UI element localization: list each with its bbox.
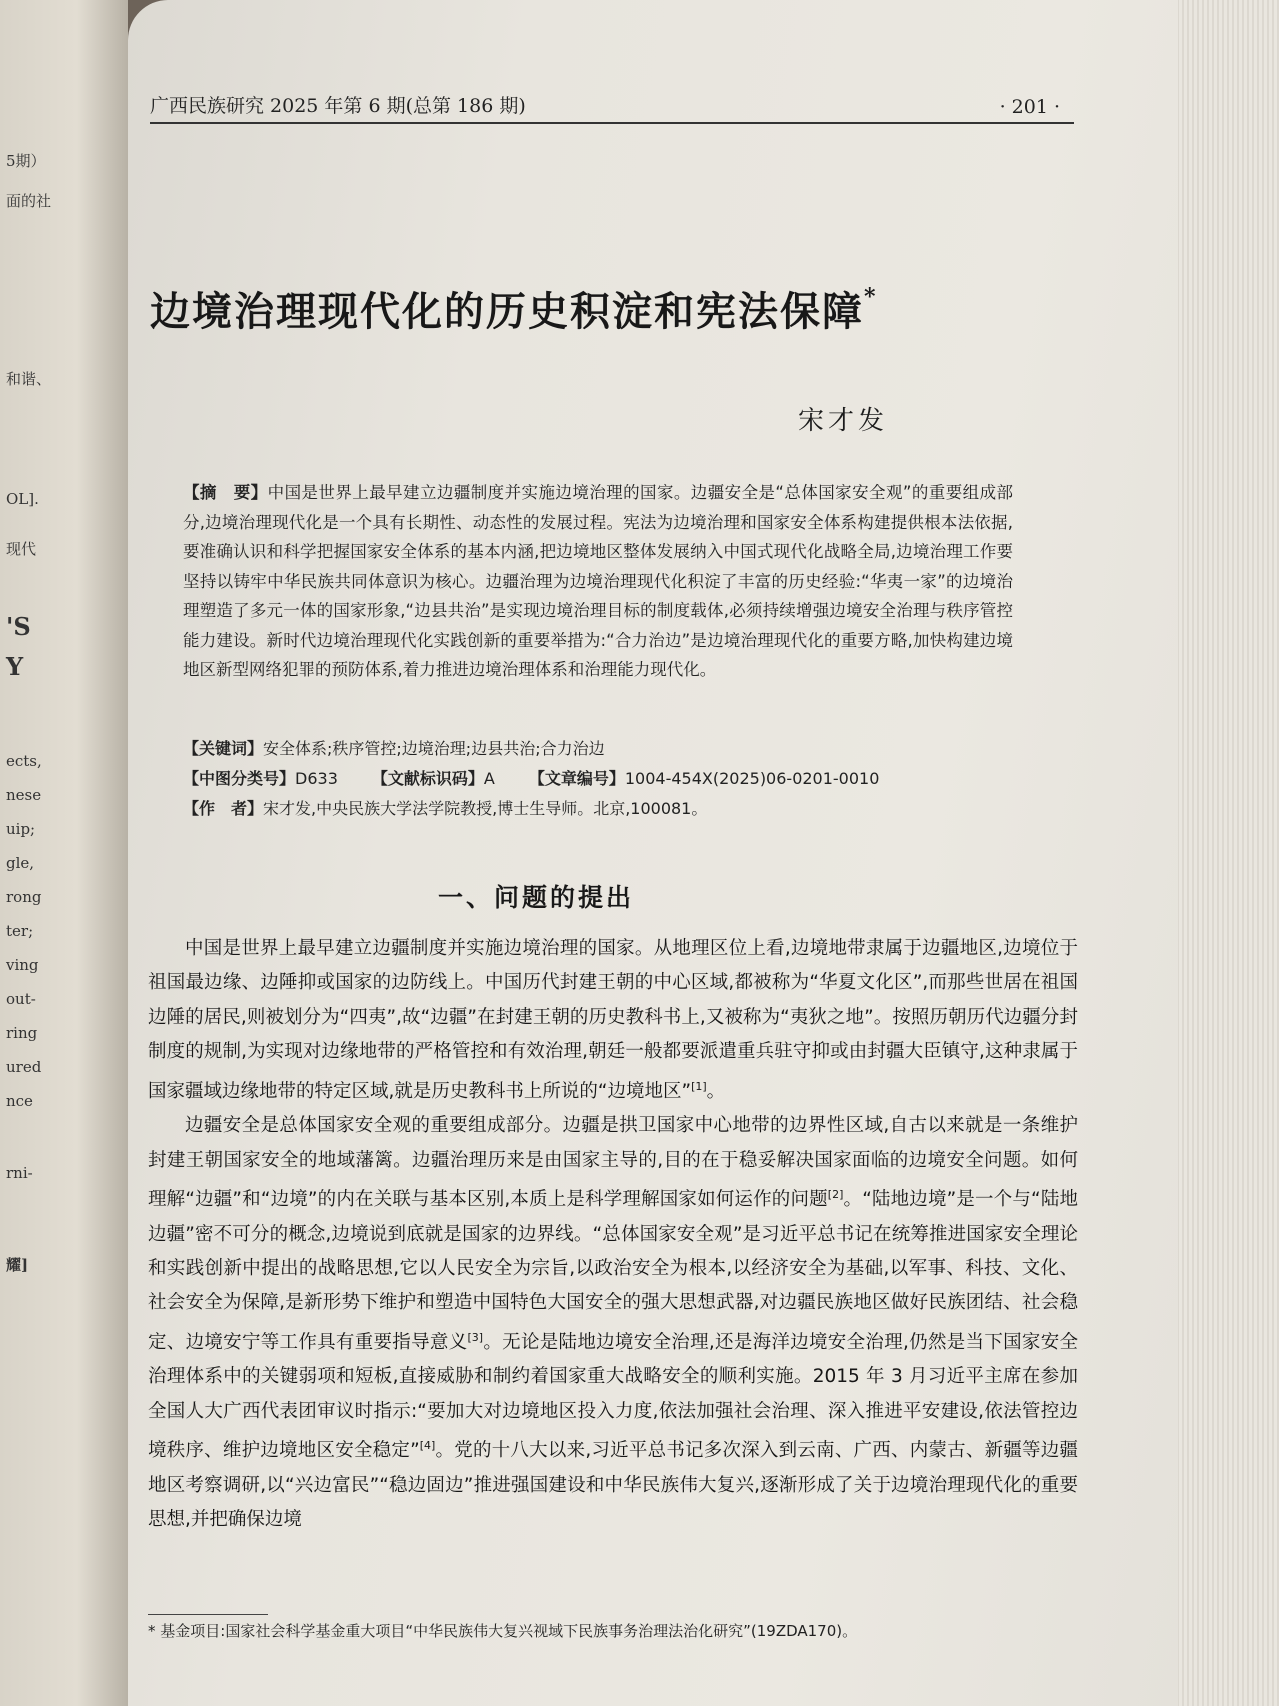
abstract bbox=[183, 478, 1013, 685]
author-info bbox=[183, 796, 1013, 819]
doc-code-value: A bbox=[483, 769, 495, 788]
abstract-text: 中国是世界上最早建立边疆制度并实施边境治理的国家。边疆安全是“总体国家安全观”的重要组成部分,边境治理现代化是一个具有长期性、动态性的发展过程。宪法为边境治理和国家安全体系构建提供根本法依据,要准确认识和科学把握国家安全体系的基本内涵,把边境地区整体发展纳入中国式现代化战略全局,边境治理工作要坚持以铸牢中华民族共同体意识为核心。边疆治理为边境治理现代化积淀了丰富的历史经验:“华夷一家”的边境治理塑造了多元一体的国家形象,“边县共治”是实现边境治理目标的制度载体,必须持续增强边境安全治理与秩序管控能力建设。新时代边境治理现代化实践创新的重要举措为:“合力治边”是边境治理现代化的重要方略,加快构建边境地区新型网络犯罪的预防体系,着力推进边境治理体系和治理能力现代化。 bbox=[183, 483, 1013, 679]
left-page-fragment: ring bbox=[6, 1024, 38, 1042]
left-page-fragment: ving bbox=[6, 956, 39, 974]
left-page-edge bbox=[0, 0, 128, 1706]
left-page-fragment: 和谐、 bbox=[6, 370, 52, 388]
keywords-label: 【关键词】 bbox=[183, 739, 264, 758]
left-page-fragment: nese bbox=[6, 786, 42, 804]
left-page-fragment: uip; bbox=[6, 820, 36, 838]
journal-name: 广西民族研究 2025 年第 6 期(总第 186 期) bbox=[150, 95, 526, 117]
left-page-fragment: nce bbox=[6, 1092, 33, 1110]
footnote bbox=[148, 1620, 1078, 1641]
left-page-fragment: gle, bbox=[6, 854, 35, 872]
page-number: · 201 · bbox=[999, 96, 1060, 118]
doc-code-label: 【文献标识码】 bbox=[371, 769, 484, 788]
left-page-fragment: ured bbox=[6, 1058, 42, 1076]
author-info-label: 【作 者】 bbox=[183, 799, 264, 818]
clc-value: D633 bbox=[295, 769, 338, 788]
citation: [4] bbox=[419, 1439, 436, 1453]
journal-page bbox=[128, 0, 1178, 1706]
clc-label: 【中图分类号】 bbox=[183, 769, 296, 788]
article-number-value: 1004-454X(2025)06-0201-0010 bbox=[624, 769, 880, 788]
article-number-label: 【文章编号】 bbox=[528, 769, 625, 788]
citation: [2] bbox=[827, 1188, 844, 1201]
left-page-fragment: rong bbox=[6, 888, 42, 906]
left-page-fragment: 5期） bbox=[6, 152, 46, 170]
left-page-fragment: 现代 bbox=[6, 540, 37, 558]
body-text bbox=[148, 932, 1078, 1538]
paragraph: 边疆安全是总体国家安全观的重要组成部分。边疆是拱卫国家中心地带的边界性区域,自古以来就是一条维护封建王朝国家安全的地域藩篱。边疆治理历来是由国家主导的,目的在于稳妥解决国家面临的边境安全问题。如何理解“边疆”和“边境”的内在关联与基本区别,本质上是科学理解国家如何运作的问题[2]。“陆地边境”是一个与“陆地边疆”密不可分的概念,边境说到底就是国家的边界线。“总体国家安全观”是习近平总书记在统筹推进国家安全理论和实践创新中提出的战略思想,它以人民安全为宗旨,以政治安全为根本,以经济安全为基础,以军事、科技、文化、社会安全为保障,是新形势下维护和塑造中国特色大国安全的强大思想武器,对边疆民族地区做好民族团结、社会稳定、边境安宁等工作具有重要指导意义[3]。无论是陆地边境安全治理,还是海洋边境安全治理,仍然是当下国家安全治理体系中的关键弱项和短板,直接威胁和制约着国家重大战略安全的顺利实施。2015 年 3 月习近平主席在参加全国人大广西代表团审议时指示:“要加大对边境地区投入力度,依法加强社会治理、深入推进平安建设,依法管控边境秩序、维护边境地区安全稳定”[4]。党的十八大以来,习近平总书记多次深入到云南、广西、内蒙古、新疆等边疆地区考察调研,以“兴边富民”“稳边固边”推进强国建设和中华民族伟大复兴,逐渐形成了关于边境治理现代化的重要思想,并把确保边境 bbox=[148, 1115, 1078, 1531]
left-page-fragment: 'S bbox=[6, 612, 31, 641]
article-title-text: 边境治理现代化的历史积淀和宪法保障 bbox=[150, 288, 864, 335]
left-page-fragment: rni- bbox=[6, 1164, 33, 1182]
abstract-label: 【摘 要】 bbox=[183, 483, 268, 502]
citation: [1] bbox=[691, 1079, 707, 1093]
author-info-text: 宋才发,中央民族大学法学院教授,博士生导师。北京,100081。 bbox=[263, 799, 708, 818]
paragraph: 中国是世界上最早建立边疆制度并实施边境治理的国家。从地理区位上看,边境地带隶属于边疆地区,边境位于祖国最边缘、边陲抑或国家的边防线上。中国历代封建王朝的中心区域,都被称为“华夏文化区”,而那些世居在祖国边陲的居民,则被划分为“四夷”,故“边疆”在封建王朝的历史教科书上,又被称为“夷狄之地”。按照历朝历代边疆分封制度的规制,为实现对边缘地带的严格管控和有效治理,朝廷一般都要派遣重兵驻守抑或由封疆大臣镇守,这种隶属于国家疆域边缘地带的特定区域,就是历史教科书上所说的“边境地区”[1]。 bbox=[148, 938, 1078, 1102]
left-page-fragment: OL]. bbox=[6, 490, 39, 508]
running-header bbox=[150, 88, 1074, 124]
page-stack-edges bbox=[1169, 0, 1279, 1706]
footnote-divider bbox=[148, 1614, 268, 1615]
left-page-fragment: ects, bbox=[6, 752, 42, 770]
footnote-mark: * bbox=[148, 1622, 156, 1640]
section-heading: 一、问题的提出 bbox=[438, 883, 635, 912]
left-page-fragment: Y bbox=[6, 652, 24, 681]
author-name: 宋才发 bbox=[798, 406, 889, 436]
title-footnote-mark: * bbox=[864, 284, 878, 310]
left-page-fragment: 耀] bbox=[6, 1256, 29, 1274]
keywords bbox=[183, 736, 1013, 759]
classification-line bbox=[183, 766, 1013, 789]
footnote-text: 基金项目:国家社会科学基金重大项目“中华民族伟大复兴视域下民族事务治理法治化研究”(19ZDA170)。 bbox=[160, 1622, 858, 1640]
keywords-text: 安全体系;秩序管控;边境治理;边县共治;合力治边 bbox=[263, 739, 605, 758]
article-title bbox=[150, 280, 878, 337]
left-page-fragment: 面的社 bbox=[6, 192, 52, 210]
left-page-fragment: out- bbox=[6, 990, 36, 1008]
left-page-fragment: ter; bbox=[6, 922, 34, 940]
citation: [3] bbox=[467, 1330, 484, 1344]
